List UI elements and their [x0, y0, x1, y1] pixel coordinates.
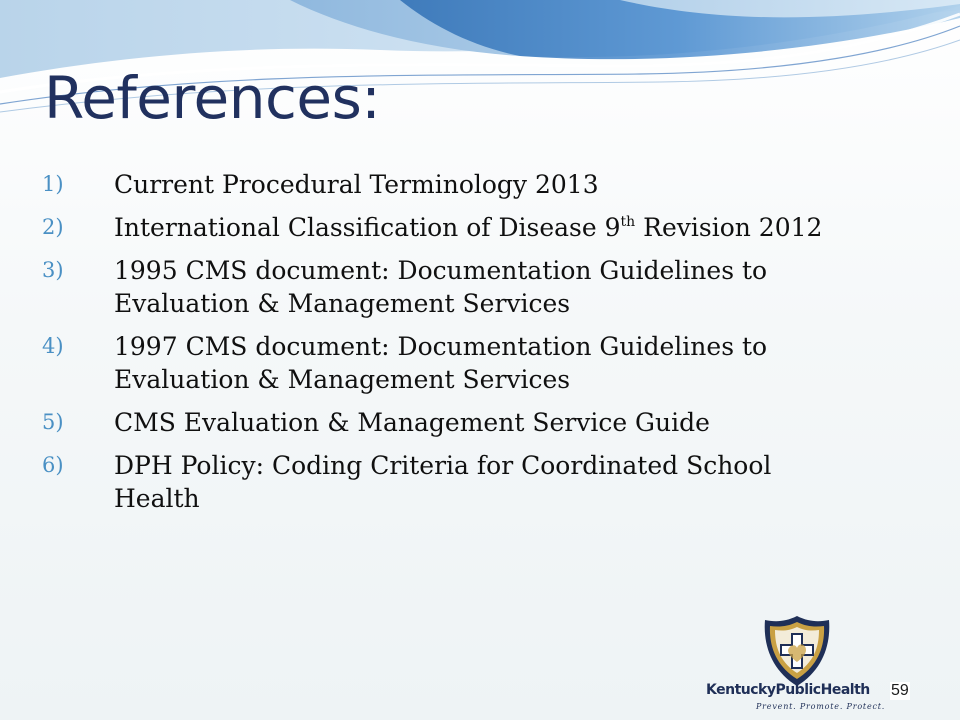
kentucky-public-health-logo [700, 614, 900, 714]
reference-text-after: Revision 2012 [635, 213, 823, 242]
reference-number: 1) [42, 172, 64, 196]
reference-text-before: International Classification of Disease 9 [114, 213, 621, 242]
reference-text: Current Procedural Terminology 2013 [114, 170, 599, 199]
reference-number: 4) [42, 334, 64, 358]
reference-item [42, 168, 902, 201]
logo-tagline: Prevent. Promote. Protect. [756, 702, 886, 711]
reference-text: CMS Evaluation & Management Service Guide [114, 408, 710, 437]
reference-number: 2) [42, 215, 64, 239]
shield-cross-icon [763, 614, 831, 688]
page-number: 59 [891, 682, 909, 699]
slide-title: References: [44, 64, 381, 132]
reference-text: 1997 CMS document: Documentation Guidelines to [114, 332, 768, 361]
reference-number: 6) [42, 453, 64, 477]
reference-text: DPH Policy: Coding Criteria for Coordinated School [114, 451, 772, 480]
reference-item [42, 211, 902, 244]
reference-item [42, 330, 902, 396]
references-list [42, 168, 902, 525]
reference-item [42, 406, 902, 439]
reference-text-continued: Evaluation & Management Services [114, 365, 571, 394]
reference-number: 5) [42, 410, 64, 434]
reference-number: 3) [42, 258, 64, 282]
reference-text-continued: Evaluation & Management Services [114, 289, 571, 318]
reference-text-continued: Health [114, 484, 200, 513]
logo-name: KentuckyPublicHealth [706, 682, 870, 698]
ordinal-superscript: th [620, 214, 636, 230]
reference-item [42, 449, 902, 515]
reference-item [42, 254, 902, 320]
reference-text [114, 211, 902, 244]
reference-text: 1995 CMS document: Documentation Guidelines to [114, 256, 768, 285]
